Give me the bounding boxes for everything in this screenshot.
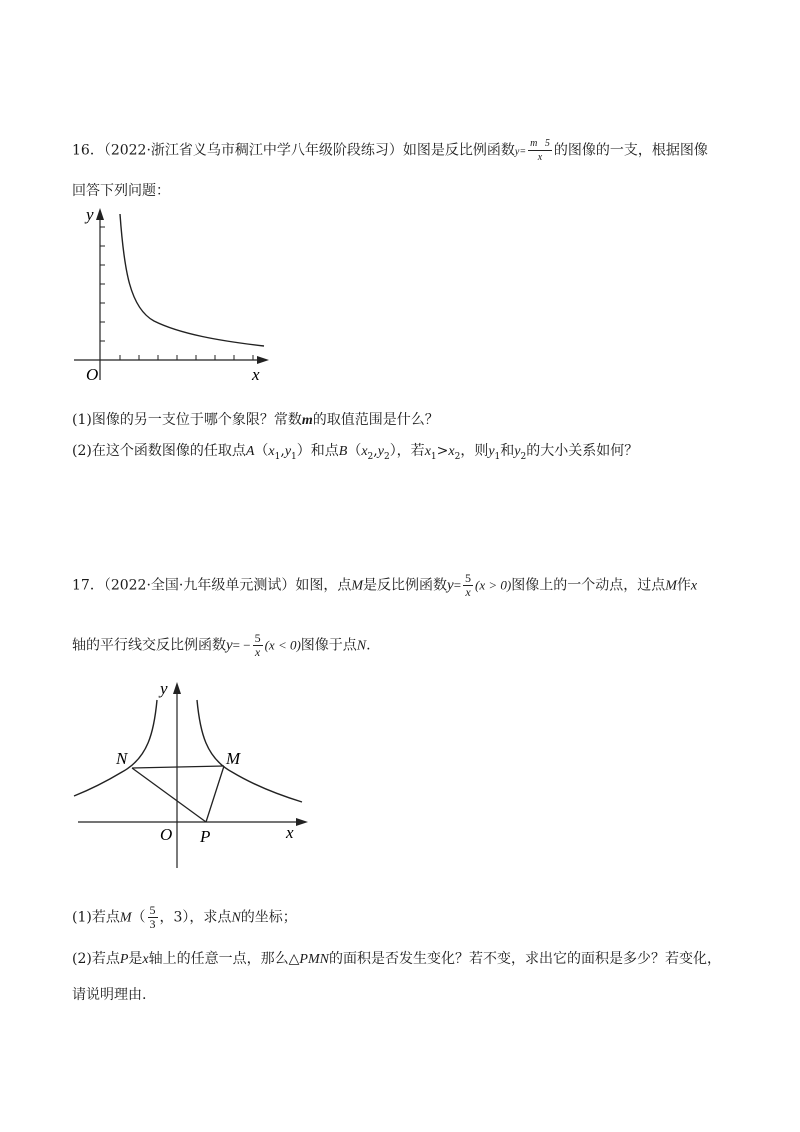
q16-sub2-text: 的大小关系如何？	[526, 443, 639, 459]
q16-x-ticks	[120, 355, 253, 360]
q16-sub2-gt: >	[436, 443, 449, 459]
q17-text: 作	[676, 577, 691, 594]
q17-sub2-P: P	[119, 952, 129, 967]
q17-sub1-text: ，3），求点	[159, 909, 232, 926]
q17-f2-fraction	[253, 632, 263, 659]
q17-sub1-fraction	[148, 904, 158, 931]
q17-point-M: M	[665, 578, 677, 594]
q16-sub2-sub: 2	[383, 451, 390, 462]
q16-x-label: x	[252, 365, 260, 384]
q17-sub2-text: (2)若点	[72, 951, 120, 967]
q17-f2-eq: = −	[232, 637, 251, 653]
q16-sub2-A: A	[245, 444, 255, 459]
q17-sub1-numerator: 5	[149, 903, 156, 917]
q17-text: .	[366, 637, 371, 654]
q16-sub2-sub: 2	[367, 451, 374, 462]
q16-sub2-sub: 1	[494, 451, 501, 462]
q17-x-arrow	[296, 818, 308, 826]
q17-text: 如图，点	[295, 577, 352, 594]
q17-text: 是反比例函数	[363, 577, 448, 594]
q16-sub2-y: y	[284, 444, 292, 459]
q17-f2-numerator: 5	[254, 631, 261, 645]
q16-func-numerator: m 5	[530, 138, 550, 149]
q17-text: 图像上的一个动点，过点	[511, 577, 666, 594]
q17-sub1-text: 的坐标；	[240, 909, 297, 926]
q17-n-label: N	[116, 749, 128, 768]
q16-sub2-paren: （	[254, 443, 269, 459]
q17-m-label: M	[226, 749, 241, 768]
q17-x-label: x	[286, 823, 294, 842]
q17-sub2-text: 的面积是否发生变化？若不变，求出它的面积是多少？若变化，	[328, 951, 721, 967]
q16-sub2	[72, 441, 638, 467]
q17-y-label: y	[160, 679, 168, 698]
q16-sub2-text: ），若	[389, 443, 425, 459]
q17-f1-eq: =	[453, 577, 462, 593]
q16-sub2-sub: 1	[291, 451, 297, 462]
q17-sub2-text: 轴上的任意一点，那么△	[148, 951, 300, 967]
q16-sub2-comma: ,	[373, 443, 378, 459]
q16-sub1-var: m	[301, 413, 313, 428]
q16-sub2-sub: 1	[430, 451, 437, 462]
q16-sub1-suffix: 的取值范围是什么？	[312, 412, 439, 428]
q16-sub2-text: ）和点	[296, 443, 339, 459]
q17-sub2-PMN: PMN	[299, 952, 329, 967]
q16-source: （2022·浙江省义乌市稠江中学八年级阶段练习）	[103, 142, 403, 159]
q17-x-var: x	[690, 578, 698, 594]
q16-y-arrow	[96, 208, 104, 220]
q17-f1-numerator: 5	[465, 571, 472, 585]
q17-segment-NP	[132, 768, 206, 822]
q17-sub1-denominator: 3	[149, 917, 156, 931]
q17-right-branch	[197, 700, 302, 802]
q16-y-label: y	[86, 205, 94, 224]
q17-left-branch	[74, 700, 157, 796]
q17-sub2-line2: 请说明理由.	[72, 987, 147, 1003]
q17-sub1-M: M	[119, 910, 132, 926]
q17-f2-condition: (x < 0)	[264, 637, 301, 653]
q17-number: 17．	[72, 577, 104, 594]
q17-sub1-text: (1)若点	[72, 909, 120, 926]
q17-origin-label: O	[160, 825, 173, 844]
q16-intro: 如图是反比例函数	[402, 142, 515, 159]
q17-f2-denominator: x	[254, 645, 261, 659]
q17-sub1-N: N	[231, 910, 241, 926]
q17-sub1	[72, 904, 297, 931]
q17-sub2	[72, 949, 721, 970]
q16-sub2-x: x	[448, 444, 455, 459]
q16-hyperbola-branch	[120, 214, 264, 346]
q16-sub2-sub: 2	[454, 451, 461, 462]
q17-f1-fraction	[463, 572, 473, 599]
q16-graph	[70, 200, 270, 385]
q17-segment-NM	[132, 766, 224, 768]
q17-y-arrow	[173, 682, 181, 694]
q17-segment-MP	[206, 766, 224, 822]
q17-sub1-paren: （	[131, 909, 146, 926]
q16-y-ticks	[100, 227, 105, 341]
q16-sub2-sub: 2	[520, 451, 527, 462]
q16-sub2-paren: （	[347, 443, 362, 459]
q17-f2-y: y	[226, 637, 233, 654]
q17-graph	[72, 672, 312, 872]
q17-f1-denominator: x	[465, 585, 471, 599]
q16-x-arrow	[257, 356, 269, 364]
q17-text: 图像于点	[300, 637, 357, 654]
q16-origin-label: O	[86, 365, 99, 384]
q17-text: 轴的平行线交反比例函数	[72, 637, 226, 654]
q16-sub2-x: x	[361, 444, 368, 459]
q17-sub2-text: 是	[128, 951, 143, 967]
q17-f1-y: y	[447, 577, 454, 594]
q16-line2: 回答下列问题：	[72, 183, 170, 199]
q16-sub2-text: (2)在这个函数图像的任取点	[72, 443, 246, 459]
q17-point-M: M	[351, 578, 364, 594]
q16-sub2-text: 和	[500, 443, 515, 459]
q16-sub2-comma: ,	[280, 443, 285, 459]
q17-sub2-x: x	[142, 952, 149, 967]
q16-func-eq: =	[519, 146, 527, 158]
q17-line2	[72, 632, 371, 659]
q16-sub2-y: y	[377, 444, 384, 459]
q16-sub2-x: x	[424, 444, 431, 459]
q17-title-line	[72, 572, 697, 599]
q16-sub2-text: ，则	[460, 443, 489, 459]
q16-intro-tail: 的图像的一支，根据图像	[553, 142, 708, 159]
q16-number: 16．	[72, 142, 104, 159]
q16-func-denominator: x	[537, 152, 543, 163]
q17-point-N: N	[356, 638, 367, 654]
q17-p-label: P	[200, 827, 211, 846]
q17-source: （2022·全国·九年级单元测试）	[103, 577, 296, 594]
q16-sub2-sub: 1	[274, 451, 281, 462]
q16-sub1-prefix: (1)图像的另一支位于哪个象限？常数	[72, 412, 302, 428]
q16-sub2-y: y	[488, 444, 495, 459]
q16-sub2-B: B	[338, 444, 348, 459]
q16-func-y: y	[514, 146, 520, 158]
q16-sub2-x: x	[268, 444, 275, 459]
q16-sub2-y: y	[514, 444, 521, 459]
q16-func-fraction	[528, 137, 552, 164]
q16-sub1	[72, 410, 439, 431]
q17-f1-condition: (x > 0)	[475, 577, 512, 593]
q16-title-line	[72, 137, 708, 164]
